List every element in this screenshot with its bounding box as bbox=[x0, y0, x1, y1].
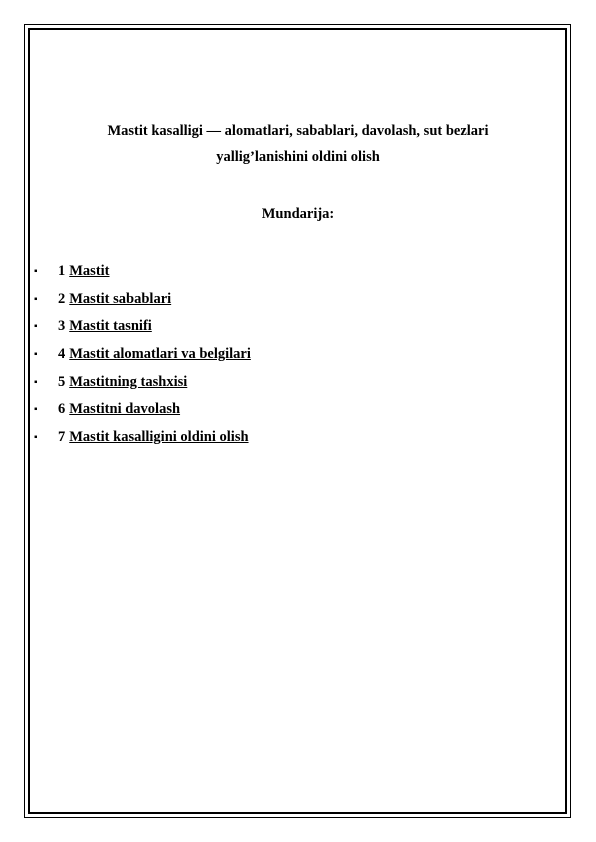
title-line-1: Mastit kasalligi — alomatlari, sabablari, davolash, sut bezlari bbox=[107, 123, 489, 139]
toc-item-number: 5 bbox=[58, 373, 66, 390]
toc-item-3 bbox=[32, 313, 251, 341]
toc-item-7 bbox=[32, 424, 251, 452]
toc-item-number: 3 bbox=[58, 318, 66, 335]
toc-item-2 bbox=[32, 286, 251, 314]
bullet-icon: ▪ bbox=[34, 321, 38, 333]
document-title bbox=[40, 118, 556, 170]
toc-link-mastitni-davolash[interactable]: Mastitni davolash bbox=[69, 401, 181, 418]
toc-item-5 bbox=[32, 368, 251, 396]
toc-link-mastit-tasnifi[interactable]: Mastit tasnifi bbox=[69, 318, 152, 335]
toc-link-oldini-olish[interactable]: Mastit kasalligini oldini olish bbox=[69, 428, 249, 445]
toc-link-mastit[interactable]: Mastit bbox=[69, 263, 110, 280]
toc-heading: Mundarija: bbox=[261, 206, 335, 222]
toc-item-6 bbox=[32, 396, 251, 424]
toc-item-number: 6 bbox=[58, 401, 66, 418]
toc-item-number: 1 bbox=[58, 263, 66, 280]
toc-item-1 bbox=[32, 258, 251, 286]
bullet-icon: ▪ bbox=[34, 376, 38, 388]
toc-link-mastit-sabablari[interactable]: Mastit sabablari bbox=[69, 290, 172, 307]
toc-item-number: 2 bbox=[58, 290, 66, 307]
toc-item-4 bbox=[32, 341, 251, 369]
bullet-icon: ▪ bbox=[34, 266, 38, 278]
table-of-contents bbox=[32, 258, 251, 451]
toc-link-mastit-alomatlari[interactable]: Mastit alomatlari va belgilari bbox=[69, 346, 251, 363]
toc-link-mastitning-tashxisi[interactable]: Mastitning tashxisi bbox=[69, 373, 188, 390]
bullet-icon: ▪ bbox=[34, 349, 38, 361]
toc-item-number: 7 bbox=[58, 428, 66, 445]
toc-item-number: 4 bbox=[58, 346, 66, 363]
bullet-icon: ▪ bbox=[34, 431, 38, 443]
bullet-icon: ▪ bbox=[34, 404, 38, 416]
title-line-2: yallig’lanishini oldini olish bbox=[216, 149, 380, 165]
bullet-icon: ▪ bbox=[34, 293, 38, 305]
